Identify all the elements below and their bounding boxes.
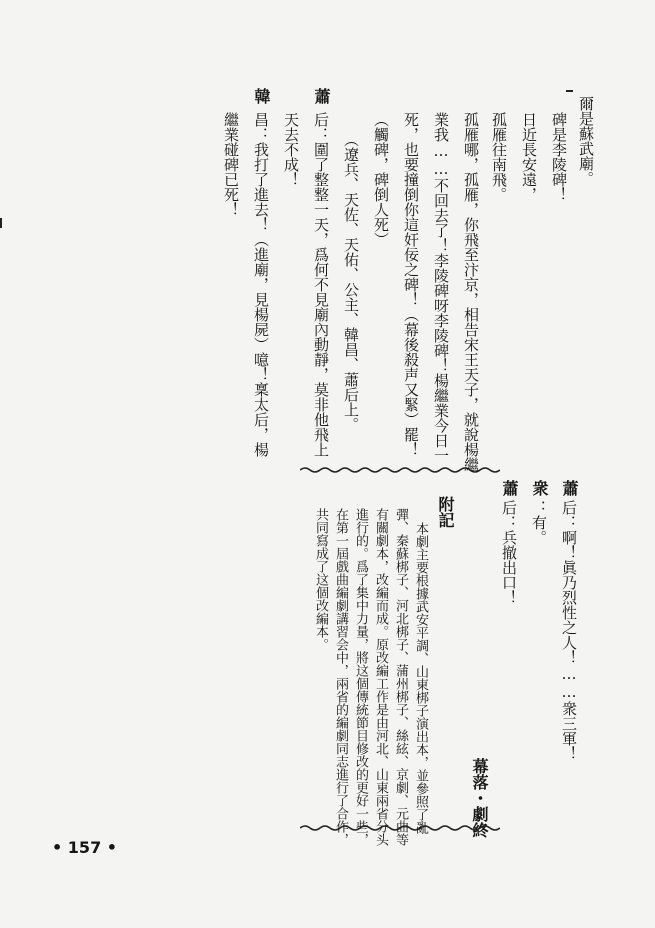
- dialogue-line-3: 死，也要撞倒你這奸佞之碑！（幕後殺声又緊）罷！: [402, 112, 420, 457]
- appendix-line-1: 本劇主要根據武安平調、山東梆子演出本，並參照了亂: [413, 522, 428, 834]
- appendix-line-3: 有關劇本，改編而成。原改編工作是由河北、山東兩省分头: [373, 508, 388, 846]
- stage-direction: （遼兵、天佐、天佑、公主、韓昌、蕭后上。: [342, 132, 360, 432]
- dialogue-line-8: 昌：我打了進去！（進廟，見楊屍）噫！稟太后，楊: [252, 112, 270, 457]
- dialogue-line-4: （觸碑，碑倒人死）: [372, 112, 390, 247]
- curtain-fall: 幕落・劇終: [470, 758, 489, 838]
- appendix-line-4: 進行的。爲了集中力量，將这個傳統節目修改的更好一些，: [353, 508, 368, 846]
- appendix-title: 附記: [436, 496, 455, 528]
- edge-mark: [0, 218, 2, 228]
- ending-line-3: 后：兵撤出口！: [500, 500, 518, 605]
- wavy-divider-top: [300, 466, 500, 474]
- appendix-line-6: 共同寫成了这個改編本。: [313, 508, 328, 651]
- poem-line-4: 孤雁往南飛。: [490, 112, 508, 202]
- dash-mark: [566, 90, 573, 92]
- dialogue-line-2: 業我……不回去了！李陵碑呀李陵碑！楊繼業今日一: [432, 112, 450, 463]
- speaker-xiao: 蕭: [312, 88, 331, 104]
- dialogue-line-1: 孤雁哪，孤雁，你飛至汴京，相告宋王天子，就說楊繼: [462, 112, 480, 472]
- poem-line-3: 日近長安遠，: [520, 112, 538, 202]
- dialogue-line-9: 繼業碰碑已死！: [222, 112, 240, 217]
- speaker-xiao-3: 蕭: [500, 480, 519, 496]
- poem-line-1: 爾是蘇武廟。: [577, 96, 595, 186]
- ending-line-1: 后：啊！眞乃烈性之人！……衆三軍！: [560, 500, 578, 761]
- page-number: • 157 •: [52, 838, 117, 857]
- dialogue-line-7: 天去不成！: [282, 112, 300, 187]
- appendix-line-2: 彈、秦蘇梆子、河北梆子、蒲州梆子、絲絃、京劇、元曲等: [393, 508, 408, 846]
- ending-line-2: ：有。: [530, 500, 548, 545]
- speaker-han: 韓: [252, 88, 271, 104]
- dialogue-line-6: 后：圍了整整一天，爲何不見廟內動靜，莫非他飛上: [312, 112, 330, 457]
- speaker-xiao-2: 蕭: [560, 480, 579, 496]
- poem-line-2: 碑是李陵碑！: [550, 112, 568, 202]
- speaker-all: 衆: [530, 480, 549, 496]
- appendix-line-5: 在第一屆戲曲編劇講習会中，兩省的編劇同志進行了合作，: [333, 508, 348, 846]
